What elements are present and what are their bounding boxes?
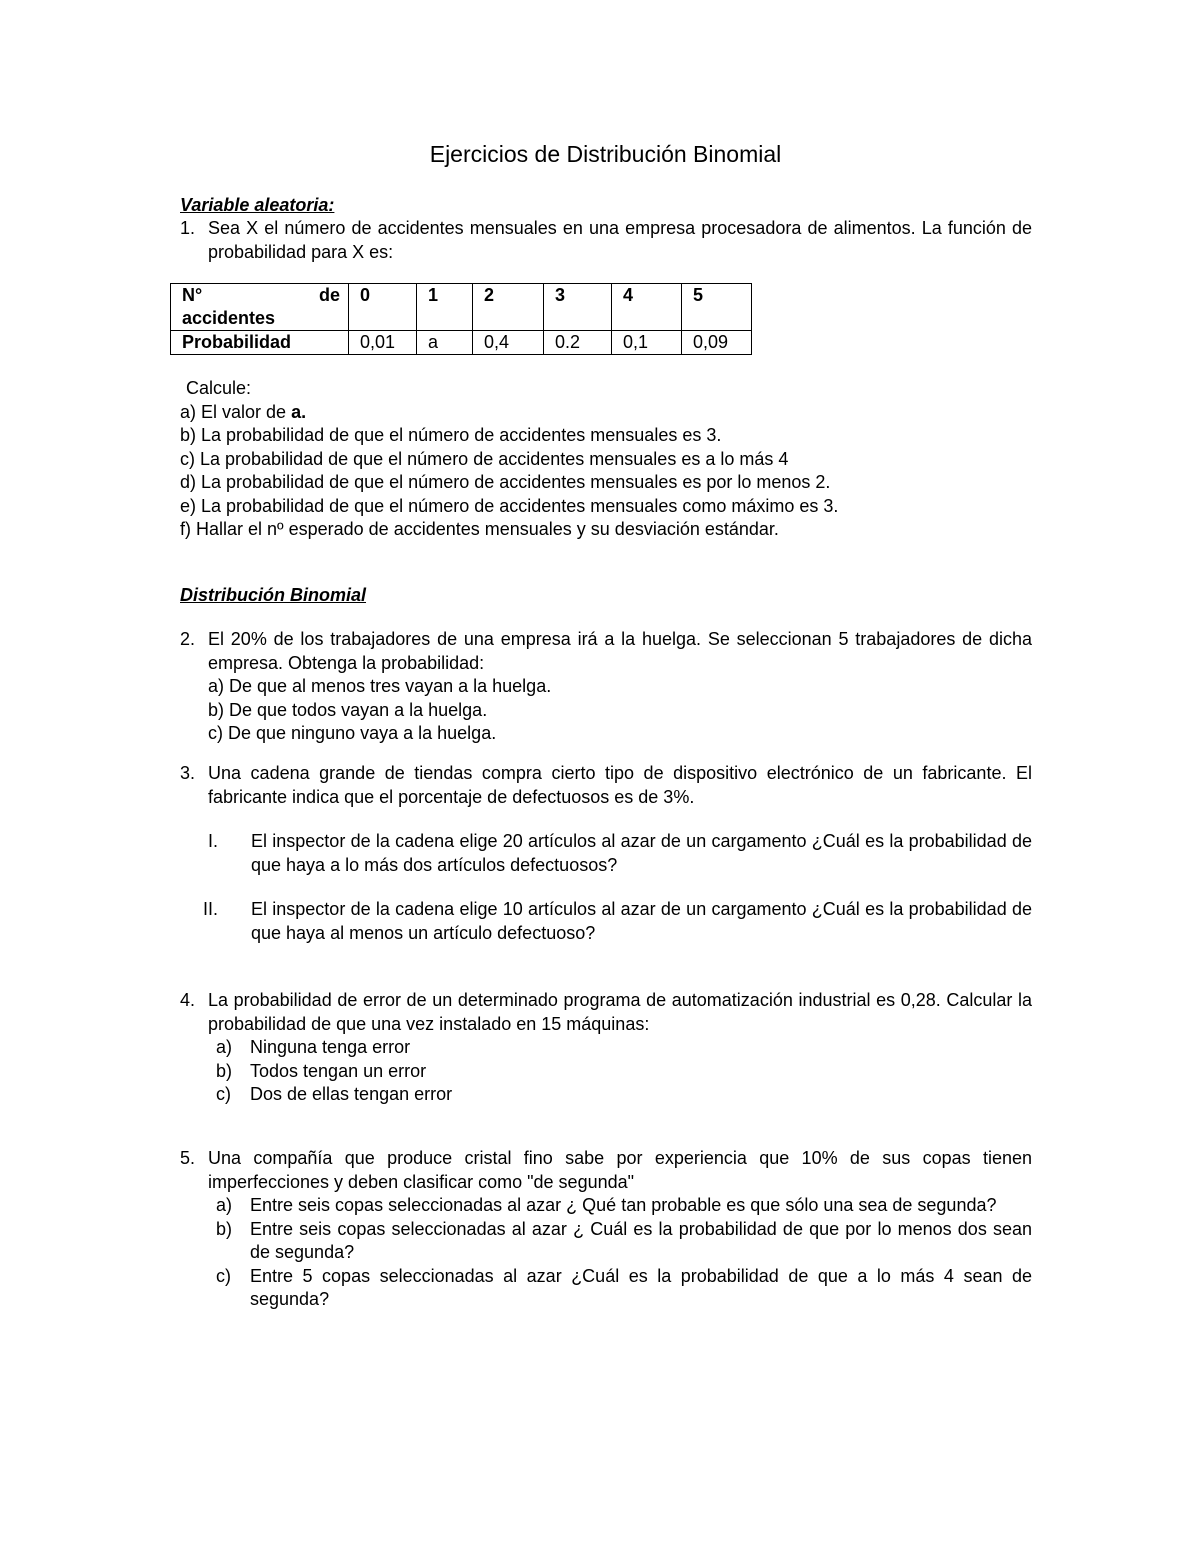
exercise-3-statement: Una cadena grande de tiendas compra cierto tipo de dispositivo electrónico de un fabricante. El fabricante indica que el porcentaje de defectuosos es de 3%. — [208, 763, 1032, 807]
exercise-2 — [180, 628, 1032, 746]
question-5a — [208, 1194, 1032, 1218]
section-heading-distribucion-binomial: Distribución Binomial — [180, 585, 367, 605]
question-1f: f) Hallar el nº esperado de accidentes mensuales y su desviación estándar. — [180, 519, 779, 539]
question-4b — [208, 1060, 1032, 1084]
question-label: c) — [216, 1084, 231, 1104]
roman-item — [180, 898, 1032, 945]
table-cell-p: 0.2 — [544, 331, 612, 355]
table-cell-x: 1 — [417, 284, 473, 331]
roman-label: II. — [202, 899, 218, 919]
question-4a — [208, 1036, 1032, 1060]
probability-table — [170, 283, 752, 355]
roman-item — [180, 830, 1032, 877]
exercise-3-text-block — [180, 762, 1032, 809]
exercise-1 — [180, 217, 1032, 264]
document-title: Ejercicios de Distribución Binomial — [429, 141, 782, 167]
exercise-1-statement: Sea X el número de accidentes mensuales en una empresa procesadora de alimentos. La función de probabilidad para X es: — [208, 218, 1032, 262]
question-1a-text: a) El valor de — [180, 401, 292, 422]
question-3-ii: El inspector de la cadena elige 10 artículos al azar de un cargamento ¿Cuál es la probabilidad de que haya al menos un artículo defectuoso? — [251, 899, 1032, 943]
exercise-number: 2. — [180, 629, 196, 649]
question-5c-text: Entre 5 copas seleccionadas al azar ¿Cuál es la probabilidad de que a lo más 4 sean de segunda? — [250, 1265, 1032, 1309]
exercise-number: 4. — [180, 990, 196, 1010]
table-cell-x: 5 — [682, 284, 752, 331]
table-cell-p: 0,01 — [349, 331, 417, 355]
table-cell-p: 0,1 — [612, 331, 682, 355]
question-4a-text: Ninguna tenga error — [250, 1037, 411, 1057]
exercise-5-statement: Una compañía que produce cristal fino sabe por experiencia que 10% de sus copas tienen imperfecciones y deben clasificar como "de segunda" — [208, 1148, 1032, 1192]
question-label: a) — [216, 1195, 233, 1215]
question-5b-text: Entre seis copas seleccionadas al azar ¿ Cuál es la probabilidad de que por lo menos dos sean de segunda? — [250, 1218, 1032, 1262]
roman-label: I. — [207, 831, 218, 851]
exercise-5-text-block — [180, 1147, 1032, 1312]
question-5b — [208, 1218, 1032, 1265]
question-label: b) — [216, 1218, 233, 1239]
question-label: a) — [216, 1037, 233, 1057]
question-1d: d) La probabilidad de que el número de accidentes mensuales es por lo menos 2. — [180, 472, 831, 492]
table-header-cell — [171, 284, 349, 331]
table-cell-x: 2 — [473, 284, 544, 331]
exercise-3-part-ii — [180, 898, 1032, 945]
table-cell-x: 3 — [544, 284, 612, 331]
exercise-1-questions — [180, 377, 1032, 542]
question-4c — [208, 1083, 1032, 1107]
question-2a: a) De que al menos tres vayan a la huelga. — [208, 676, 552, 696]
exercise-1-text-block — [180, 217, 1032, 264]
table-cell-p: 0,4 — [473, 331, 544, 355]
question-2b: b) De que todos vayan a la huelga. — [208, 699, 488, 720]
question-1a-bold: a. — [291, 401, 307, 422]
question-1a — [180, 401, 1032, 425]
exercise-number: 5. — [180, 1148, 196, 1168]
row-label-probabilidad: Probabilidad — [171, 331, 349, 355]
table-row-probability — [171, 331, 752, 355]
exercise-number: 1. — [180, 218, 196, 238]
exercise-2-text-block — [180, 628, 1032, 746]
question-label: b) — [216, 1060, 233, 1081]
table-cell-p: a — [417, 331, 473, 355]
question-3-i: El inspector de la cadena elige 20 artículos al azar de un cargamento ¿Cuál es la probabilidad de que haya a lo más dos artículos defectuosos? — [251, 831, 1032, 875]
question-5a-text: Entre seis copas seleccionadas al azar ¿ Qué tan probable es que sólo una sea de segunda? — [250, 1195, 997, 1215]
header-label-accidentes: accidentes — [182, 308, 276, 328]
table-cell-x: 0 — [349, 284, 417, 331]
exercise-2-statement: El 20% de los trabajadores de una empresa irá a la huelga. Se seleccionan 5 trabajadores de dicha empresa. Obtenga la probabilidad: — [208, 629, 1032, 673]
question-4c-text: Dos de ellas tengan error — [250, 1084, 453, 1104]
header-label-de: de — [318, 285, 340, 305]
question-2c: c) De que ninguno vaya a la huelga. — [208, 723, 497, 743]
table-cell-p: 0,09 — [682, 331, 752, 355]
question-4b-text: Todos tengan un error — [250, 1060, 427, 1081]
exercise-4 — [180, 989, 1032, 1107]
exercise-3-part-i — [180, 830, 1032, 877]
header-label-n: N° — [182, 285, 203, 305]
question-label: c) — [216, 1265, 231, 1286]
question-1c: c) La probabilidad de que el número de accidentes mensuales es a lo más 4 — [180, 448, 789, 469]
exercise-3 — [180, 762, 1032, 809]
exercise-4-text-block — [180, 989, 1032, 1107]
question-5c — [208, 1265, 1032, 1312]
exercise-number: 3. — [180, 763, 196, 783]
question-1b: b) La probabilidad de que el número de accidentes mensuales es 3. — [180, 425, 722, 445]
exercise-4-statement: La probabilidad de error de un determinado programa de automatización industrial es 0,28. Calcular la probabilidad de que una vez instalado en 15 máquinas: — [208, 990, 1032, 1034]
table-cell-x: 4 — [612, 284, 682, 331]
table-row-accidents — [171, 284, 752, 331]
exercise-5 — [180, 1147, 1032, 1312]
calcule-label: Calcule: — [186, 378, 252, 398]
section-heading-variable-aleatoria: Variable aleatoria: — [180, 195, 335, 215]
question-1e: e) La probabilidad de que el número de accidentes mensuales como máximo es 3. — [180, 495, 839, 516]
